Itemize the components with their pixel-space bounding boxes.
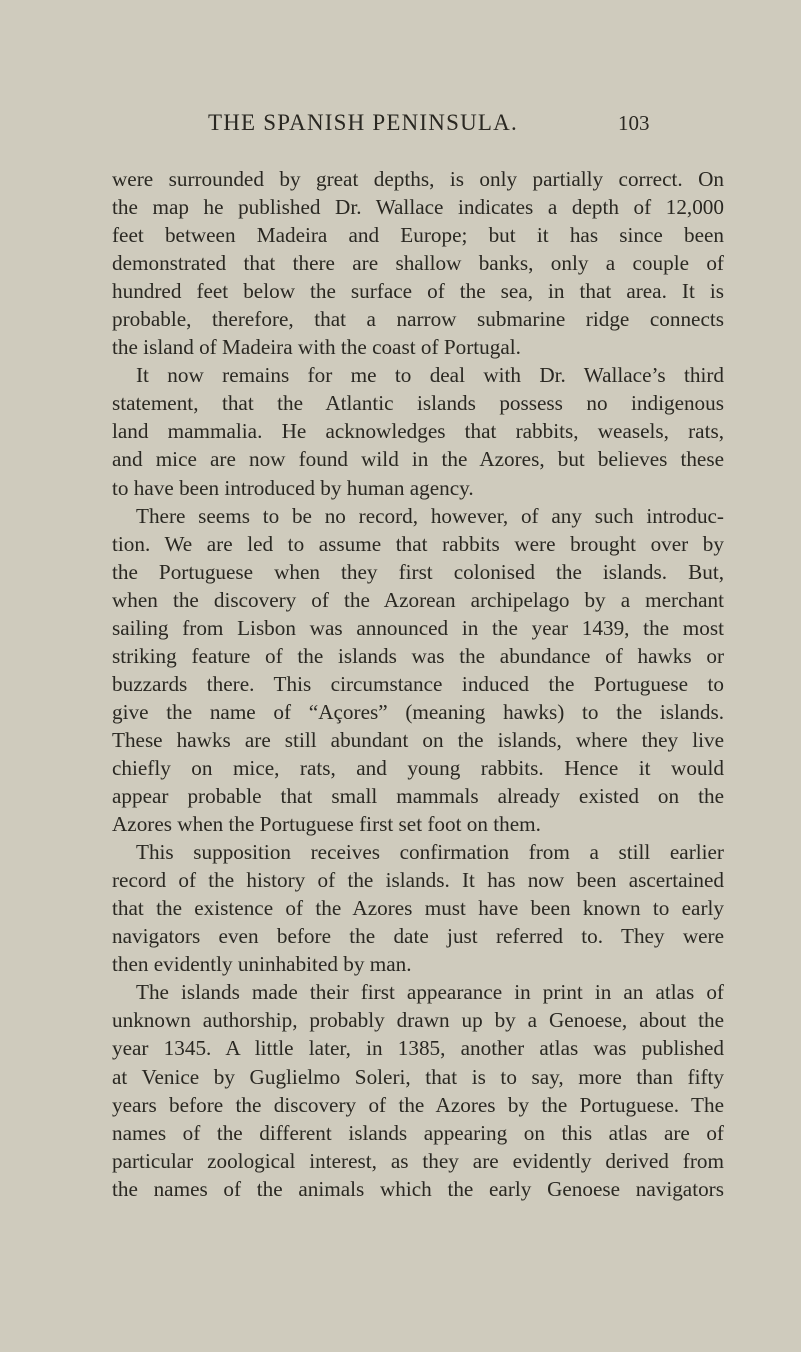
text-line: buzzards there. This circumstance induced the Portuguese to: [112, 671, 724, 696]
text-line: unknown authorship, probably drawn up by a Genoese, about the: [112, 1008, 724, 1033]
text-line: that the existence of the Azores must have been known to early: [112, 896, 724, 921]
text-line: These hawks are still abundant on the islands, where they live: [112, 727, 724, 752]
text-line: the island of Madeira with the coast of Portugal.: [112, 335, 521, 360]
text-line: were surrounded by great depths, is only partially correct. On: [112, 167, 724, 191]
text-line: demonstrated that there are shallow banks, only a couple of: [112, 251, 724, 276]
text-line: years before the discovery of the Azores by the Portuguese. The: [112, 1092, 724, 1117]
text-line: Azores when the Portuguese first set foot on them.: [112, 812, 541, 837]
text-line: when the discovery of the Azorean archipelago by a merchant: [112, 587, 724, 612]
text-line: navigators even before the date just referred to. They were: [112, 924, 724, 949]
text-line: to have been introduced by human agency.: [112, 475, 474, 500]
text-line: the Portuguese when they first colonised the islands. But,: [112, 559, 724, 584]
text-line: record of the history of the islands. It has now been ascertained: [112, 868, 724, 893]
text-line: sailing from Lisbon was announced in the year 1439, the most: [112, 615, 724, 640]
text-line: and mice are now found wild in the Azores, but believes these: [112, 447, 724, 472]
text-line: the map he published Dr. Wallace indicates a depth of 12,000: [112, 195, 724, 220]
text-line: hundred feet below the surface of the sea, in that area. It is: [112, 279, 724, 304]
page-number: 103: [618, 111, 650, 135]
text-line: This supposition receives confirmation from a still earlier: [136, 840, 724, 865]
text-line: striking feature of the islands was the abundance of hawks or: [112, 643, 724, 668]
text-line: It now remains for me to deal with Dr. Wallace’s third: [136, 363, 724, 388]
text-line: then evidently uninhabited by man.: [112, 952, 412, 977]
running-title: THE SPANISH PENINSULA.: [208, 110, 518, 135]
body-text: [112, 165, 724, 1203]
text-line: land mammalia. He acknowledges that rabbits, weasels, rats,: [112, 419, 724, 444]
page-header: [0, 103, 801, 143]
text-line: probable, therefore, that a narrow submarine ridge connects: [112, 307, 724, 332]
text-line: appear probable that small mammals already existed on the: [112, 784, 724, 809]
text-line: chiefly on mice, rats, and young rabbits. Hence it would: [112, 755, 724, 780]
text-line: names of the different islands appearing on this atlas are of: [112, 1120, 724, 1145]
text-line: give the name of “Açores” (meaning hawks) to the islands.: [112, 699, 724, 724]
text-line: feet between Madeira and Europe; but it has since been: [112, 223, 724, 248]
text-line: at Venice by Guglielmo Soleri, that is to say, more than fifty: [112, 1064, 724, 1089]
text-line: tion. We are led to assume that rabbits were brought over by: [112, 531, 724, 556]
text-line: statement, that the Atlantic islands possess no indigenous: [112, 391, 724, 416]
text-line: the names of the animals which the early Genoese navigators: [112, 1176, 724, 1201]
text-line: The islands made their first appearance in print in an atlas of: [136, 980, 724, 1005]
text-line: particular zoological interest, as they are evidently derived from: [112, 1148, 724, 1173]
text-line: There seems to be no record, however, of any such introduc-: [136, 503, 724, 528]
text-line: year 1345. A little later, in 1385, another atlas was published: [112, 1036, 724, 1061]
